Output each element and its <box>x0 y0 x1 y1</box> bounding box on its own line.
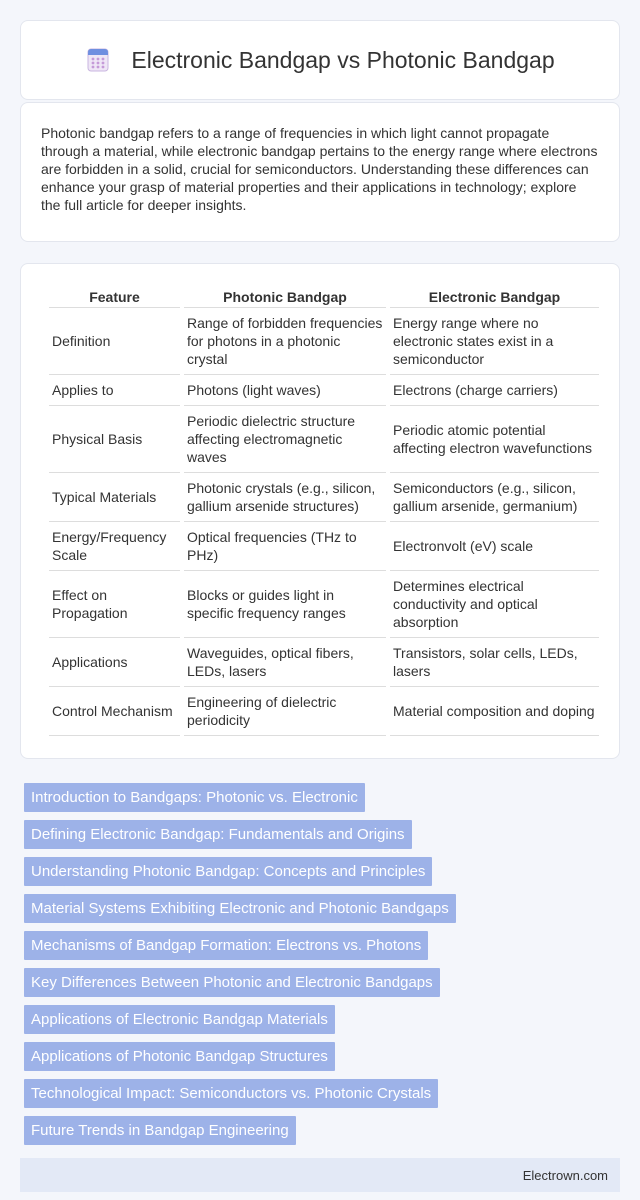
table-cell: Control Mechanism <box>49 687 180 736</box>
table-header-row <box>49 286 599 308</box>
related-link[interactable]: Defining Electronic Bandgap: Fundamentals and Origins <box>24 820 412 849</box>
table-cell: Periodic atomic potential affecting electron wavefunctions <box>390 406 599 473</box>
table-cell: Engineering of dielectric periodicity <box>184 687 386 736</box>
header-photonic: Photonic Bandgap <box>184 286 386 308</box>
table-cell: Physical Basis <box>49 406 180 473</box>
page-title: Electronic Bandgap vs Photonic Bandgap <box>131 46 555 73</box>
related-link[interactable]: Technological Impact: Semiconductors vs. Photonic Crystals <box>24 1079 438 1108</box>
table-cell: Effect on Propagation <box>49 571 180 638</box>
table-row <box>49 375 599 406</box>
header-feature: Feature <box>49 286 180 308</box>
related-link[interactable]: Applications of Electronic Bandgap Materials <box>24 1005 335 1034</box>
footer <box>20 1158 620 1192</box>
related-link[interactable]: Mechanisms of Bandgap Formation: Electrons vs. Photons <box>24 931 428 960</box>
table-cell: Periodic dielectric structure affecting electromagnetic waves <box>184 406 386 473</box>
table-cell: Semiconductors (e.g., silicon, gallium arsenide, germanium) <box>390 473 599 522</box>
footer-site[interactable]: Electrown.com <box>522 1167 608 1183</box>
table-row <box>49 473 599 522</box>
table-row <box>49 571 599 638</box>
table-cell: Transistors, solar cells, LEDs, lasers <box>390 638 599 687</box>
table-cell: Blocks or guides light in specific frequency ranges <box>184 571 386 638</box>
comparison-table <box>45 286 603 736</box>
table-cell: Definition <box>49 308 180 375</box>
related-links <box>24 783 584 1153</box>
table-row <box>49 687 599 736</box>
table-cell: Waveguides, optical fibers, LEDs, lasers <box>184 638 386 687</box>
table-cell: Electrons (charge carriers) <box>390 375 599 406</box>
table-row <box>49 638 599 687</box>
table-cell: Material composition and doping <box>390 687 599 736</box>
table-cell: Range of forbidden frequencies for photons in a photonic crystal <box>184 308 386 375</box>
calculator-icon <box>85 47 111 73</box>
intro-card <box>20 102 620 242</box>
header-electronic: Electronic Bandgap <box>390 286 599 308</box>
table-cell: Photons (light waves) <box>184 375 386 406</box>
comparison-table-card <box>20 263 620 759</box>
table-row <box>49 308 599 375</box>
related-link[interactable]: Understanding Photonic Bandgap: Concepts and Principles <box>24 857 432 886</box>
table-cell: Typical Materials <box>49 473 180 522</box>
related-link[interactable]: Applications of Photonic Bandgap Structures <box>24 1042 335 1071</box>
intro-text: Photonic bandgap refers to a range of frequencies in which light cannot propagate through a material, while electronic bandgap pertains to the energy range where electrons are forbidden in a solid, crucial for semiconductors. Understanding these differences can enhance your grasp of material properties and their applications in technology; explore the full article for deeper insights. <box>41 125 598 213</box>
related-link[interactable]: Material Systems Exhibiting Electronic and Photonic Bandgaps <box>24 894 456 923</box>
related-link[interactable]: Key Differences Between Photonic and Electronic Bandgaps <box>24 968 440 997</box>
table-cell: Photonic crystals (e.g., silicon, gallium arsenide structures) <box>184 473 386 522</box>
related-link[interactable]: Introduction to Bandgaps: Photonic vs. Electronic <box>24 783 365 812</box>
table-cell: Energy/Frequency Scale <box>49 522 180 571</box>
related-link[interactable]: Future Trends in Bandgap Engineering <box>24 1116 296 1145</box>
header-card <box>20 20 620 100</box>
table-cell: Energy range where no electronic states exist in a semiconductor <box>390 308 599 375</box>
table-cell: Electronvolt (eV) scale <box>390 522 599 571</box>
table-row <box>49 522 599 571</box>
table-cell: Applies to <box>49 375 180 406</box>
table-cell: Determines electrical conductivity and optical absorption <box>390 571 599 638</box>
table-row <box>49 406 599 473</box>
table-cell: Optical frequencies (THz to PHz) <box>184 522 386 571</box>
table-cell: Applications <box>49 638 180 687</box>
